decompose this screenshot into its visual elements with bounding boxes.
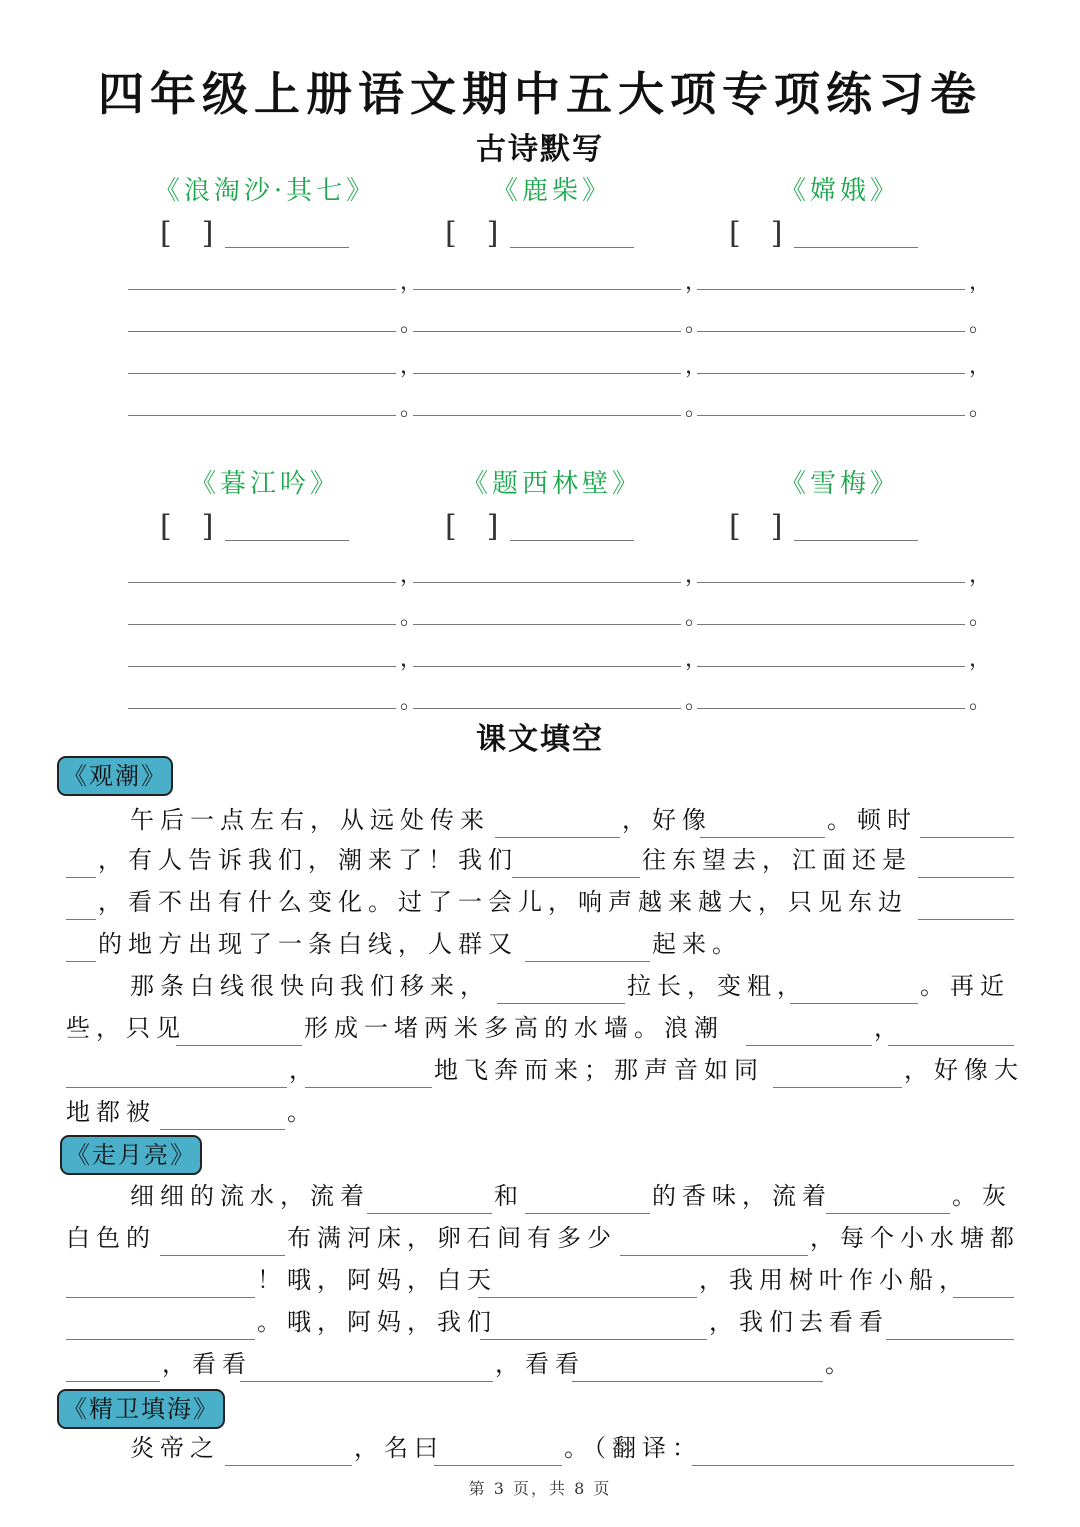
- poem-line-blank[interactable]: [413, 415, 681, 416]
- passage-text: 地都被: [66, 1098, 156, 1126]
- fill-blank[interactable]: [66, 1381, 160, 1382]
- poem-line-blank[interactable]: [697, 415, 965, 416]
- passage-text: 拉长，变粗，: [627, 972, 807, 1000]
- passage-text: 。灰: [952, 1182, 1012, 1210]
- page-footer: 第 3 页，共 8 页: [468, 1479, 612, 1498]
- poem-line-blank[interactable]: [413, 331, 681, 332]
- poem-punct: 。: [400, 689, 423, 714]
- poem-punct: 。: [685, 396, 708, 421]
- author-bracket: [ ]: [160, 509, 214, 544]
- passage-title-tag: 《观潮》: [57, 756, 173, 796]
- fill-blank[interactable]: [225, 1465, 352, 1466]
- passage-text: 那条白线很快向我们移来，: [130, 972, 490, 1000]
- poem-line-blank[interactable]: [697, 289, 965, 290]
- poem-line-blank[interactable]: [697, 373, 965, 374]
- author-bracket: [ ]: [445, 216, 499, 251]
- poem-title: 《雪梅》: [779, 469, 901, 499]
- passage-text: 。: [287, 1098, 317, 1126]
- poem-line-blank[interactable]: [413, 373, 681, 374]
- passage-text: ，每个小水塘都: [810, 1224, 1020, 1252]
- fill-blank[interactable]: [700, 837, 825, 838]
- poem-line-blank[interactable]: [697, 582, 965, 583]
- fill-blank[interactable]: [66, 919, 96, 920]
- passage-text: 。（翻译：: [564, 1434, 702, 1462]
- poem-punct: ，: [685, 563, 708, 588]
- poem-title: 《题西林壁》: [461, 469, 643, 499]
- poem-punct: 。: [400, 312, 423, 337]
- author-bracket: [ ]: [729, 509, 783, 544]
- fill-blank[interactable]: [918, 877, 1014, 878]
- fill-blank[interactable]: [66, 1297, 255, 1298]
- fill-blank[interactable]: [886, 1339, 1014, 1340]
- passage-text: 的地方出现了一条白线，人群又: [98, 930, 518, 958]
- poem-punct: ，: [685, 270, 708, 295]
- passage-text: 午后一点左右，从远处传来: [130, 806, 490, 834]
- page-title: 四年级上册语文期中五大项专项练习卷: [98, 67, 982, 121]
- poem-line-blank[interactable]: [697, 624, 965, 625]
- fill-blank[interactable]: [620, 1255, 808, 1256]
- fill-blank[interactable]: [480, 1339, 707, 1340]
- passage-text: 炎帝之: [130, 1434, 220, 1462]
- passage-text: ，有人告诉我们，潮来了！我们: [98, 846, 518, 874]
- poem-line-blank[interactable]: [413, 582, 681, 583]
- author-blank[interactable]: [510, 540, 634, 541]
- passage-text: 往东望去，江面还是: [642, 846, 912, 874]
- section-heading-poetry: 古诗默写: [476, 132, 604, 167]
- author-blank[interactable]: [225, 247, 349, 248]
- passage-text: ，好像: [622, 806, 712, 834]
- section-heading-text-fill: 课文填空: [476, 722, 604, 757]
- poem-line-blank[interactable]: [128, 708, 396, 709]
- poem-punct: 。: [400, 396, 423, 421]
- poem-punct: ，: [685, 354, 708, 379]
- poem-line-blank[interactable]: [697, 666, 965, 667]
- fill-blank[interactable]: [305, 1087, 432, 1088]
- author-blank[interactable]: [794, 540, 918, 541]
- passage-text: 。再近: [920, 972, 1010, 1000]
- passage-text: 布满河床，卵石间有多少: [287, 1224, 617, 1252]
- passage-text: 和: [494, 1182, 524, 1210]
- fill-blank[interactable]: [692, 1465, 1014, 1466]
- passage-title-tag: 《精卫填海》: [57, 1389, 225, 1429]
- poem-line-blank[interactable]: [697, 331, 965, 332]
- passage-text: 。顿时: [827, 806, 917, 834]
- poem-line-blank[interactable]: [128, 624, 396, 625]
- fill-blank[interactable]: [953, 1297, 1014, 1298]
- passage-text: 细细的流水，流着: [130, 1182, 370, 1210]
- poem-line-blank[interactable]: [128, 666, 396, 667]
- poem-punct: ，: [400, 354, 423, 379]
- passage-text: ，我们去看看: [709, 1308, 889, 1336]
- poem-punct: 。: [969, 312, 992, 337]
- fill-blank[interactable]: [920, 837, 1014, 838]
- fill-blank[interactable]: [66, 1087, 287, 1088]
- passage-text: 白色的: [66, 1224, 156, 1252]
- poem-title: 《鹿柴》: [491, 176, 613, 206]
- author-blank[interactable]: [510, 247, 634, 248]
- poem-punct: 。: [969, 396, 992, 421]
- poem-line-blank[interactable]: [413, 624, 681, 625]
- poem-punct: 。: [685, 605, 708, 630]
- fill-blank[interactable]: [66, 877, 96, 878]
- poem-line-blank[interactable]: [413, 708, 681, 709]
- passage-title-tag: 《走月亮》: [60, 1135, 202, 1175]
- passage-text: 形成一堵两米多高的水墙。浪潮: [304, 1014, 724, 1042]
- poem-line-blank[interactable]: [413, 666, 681, 667]
- fill-blank[interactable]: [918, 919, 1014, 920]
- passage-text: ，: [289, 1056, 319, 1084]
- passage-text: 起来。: [652, 930, 742, 958]
- poem-punct: ，: [685, 647, 708, 672]
- passage-text: ，: [874, 1014, 904, 1042]
- poem-punct: ，: [969, 354, 992, 379]
- author-blank[interactable]: [225, 540, 349, 541]
- poem-punct: ，: [400, 563, 423, 588]
- poem-punct: ，: [400, 647, 423, 672]
- passage-text: 。哦，阿妈，我们: [257, 1308, 497, 1336]
- poem-punct: 。: [685, 689, 708, 714]
- author-bracket: [ ]: [160, 216, 214, 251]
- fill-blank[interactable]: [434, 1465, 562, 1466]
- passage-text: 的香味，流着: [652, 1182, 832, 1210]
- fill-blank[interactable]: [176, 1045, 302, 1046]
- fill-blank[interactable]: [160, 1129, 285, 1130]
- poem-line-blank[interactable]: [128, 415, 396, 416]
- poem-punct: ，: [969, 563, 992, 588]
- poem-punct: 。: [969, 605, 992, 630]
- fill-blank[interactable]: [888, 1045, 1014, 1046]
- fill-blank[interactable]: [746, 1045, 872, 1046]
- poem-line-blank[interactable]: [697, 708, 965, 709]
- poem-line-blank[interactable]: [413, 289, 681, 290]
- fill-blank[interactable]: [240, 1381, 493, 1382]
- fill-blank[interactable]: [525, 961, 650, 962]
- poem-title: 《嫦娥》: [779, 176, 901, 206]
- fill-blank[interactable]: [66, 961, 96, 962]
- passage-text: 些，只见: [66, 1014, 186, 1042]
- author-bracket: [ ]: [729, 216, 783, 251]
- poem-punct: ，: [969, 270, 992, 295]
- poem-punct: ，: [400, 270, 423, 295]
- fill-blank[interactable]: [160, 1255, 285, 1256]
- passage-text: ，看看: [495, 1350, 585, 1378]
- fill-blank[interactable]: [572, 1381, 823, 1382]
- fill-blank[interactable]: [512, 877, 640, 878]
- poem-title: 《暮江吟》: [189, 469, 341, 499]
- poem-punct: 。: [400, 605, 423, 630]
- poem-line-blank[interactable]: [128, 289, 396, 290]
- fill-blank[interactable]: [478, 1297, 697, 1298]
- fill-blank[interactable]: [495, 837, 620, 838]
- poem-punct: 。: [969, 689, 992, 714]
- fill-blank[interactable]: [773, 1087, 902, 1088]
- passage-text: ，好像大: [904, 1056, 1024, 1084]
- passage-text: ！哦，阿妈，白天: [257, 1266, 497, 1294]
- poem-punct: ，: [969, 647, 992, 672]
- fill-blank[interactable]: [497, 1003, 625, 1004]
- fill-blank[interactable]: [525, 1213, 650, 1214]
- author-bracket: [ ]: [445, 509, 499, 544]
- passage-text: ，看看: [162, 1350, 252, 1378]
- fill-blank[interactable]: [826, 1213, 950, 1214]
- poem-line-blank[interactable]: [128, 331, 396, 332]
- fill-blank[interactable]: [790, 1003, 918, 1004]
- passage-text: ，看不出有什么变化。过了一会儿，响声越来越大，只见东边: [98, 888, 908, 916]
- poem-punct: 。: [685, 312, 708, 337]
- fill-blank[interactable]: [66, 1339, 255, 1340]
- poem-line-blank[interactable]: [128, 582, 396, 583]
- fill-blank[interactable]: [367, 1213, 492, 1214]
- poem-title: 《浪淘沙·其七》: [153, 176, 377, 206]
- passage-text: 地飞奔而来；那声音如同: [434, 1056, 764, 1084]
- passage-text: ，我用树叶作小船，: [699, 1266, 969, 1294]
- passage-text: ，名曰: [354, 1434, 444, 1462]
- passage-text: 。: [825, 1350, 855, 1378]
- author-blank[interactable]: [794, 247, 918, 248]
- poem-line-blank[interactable]: [128, 373, 396, 374]
